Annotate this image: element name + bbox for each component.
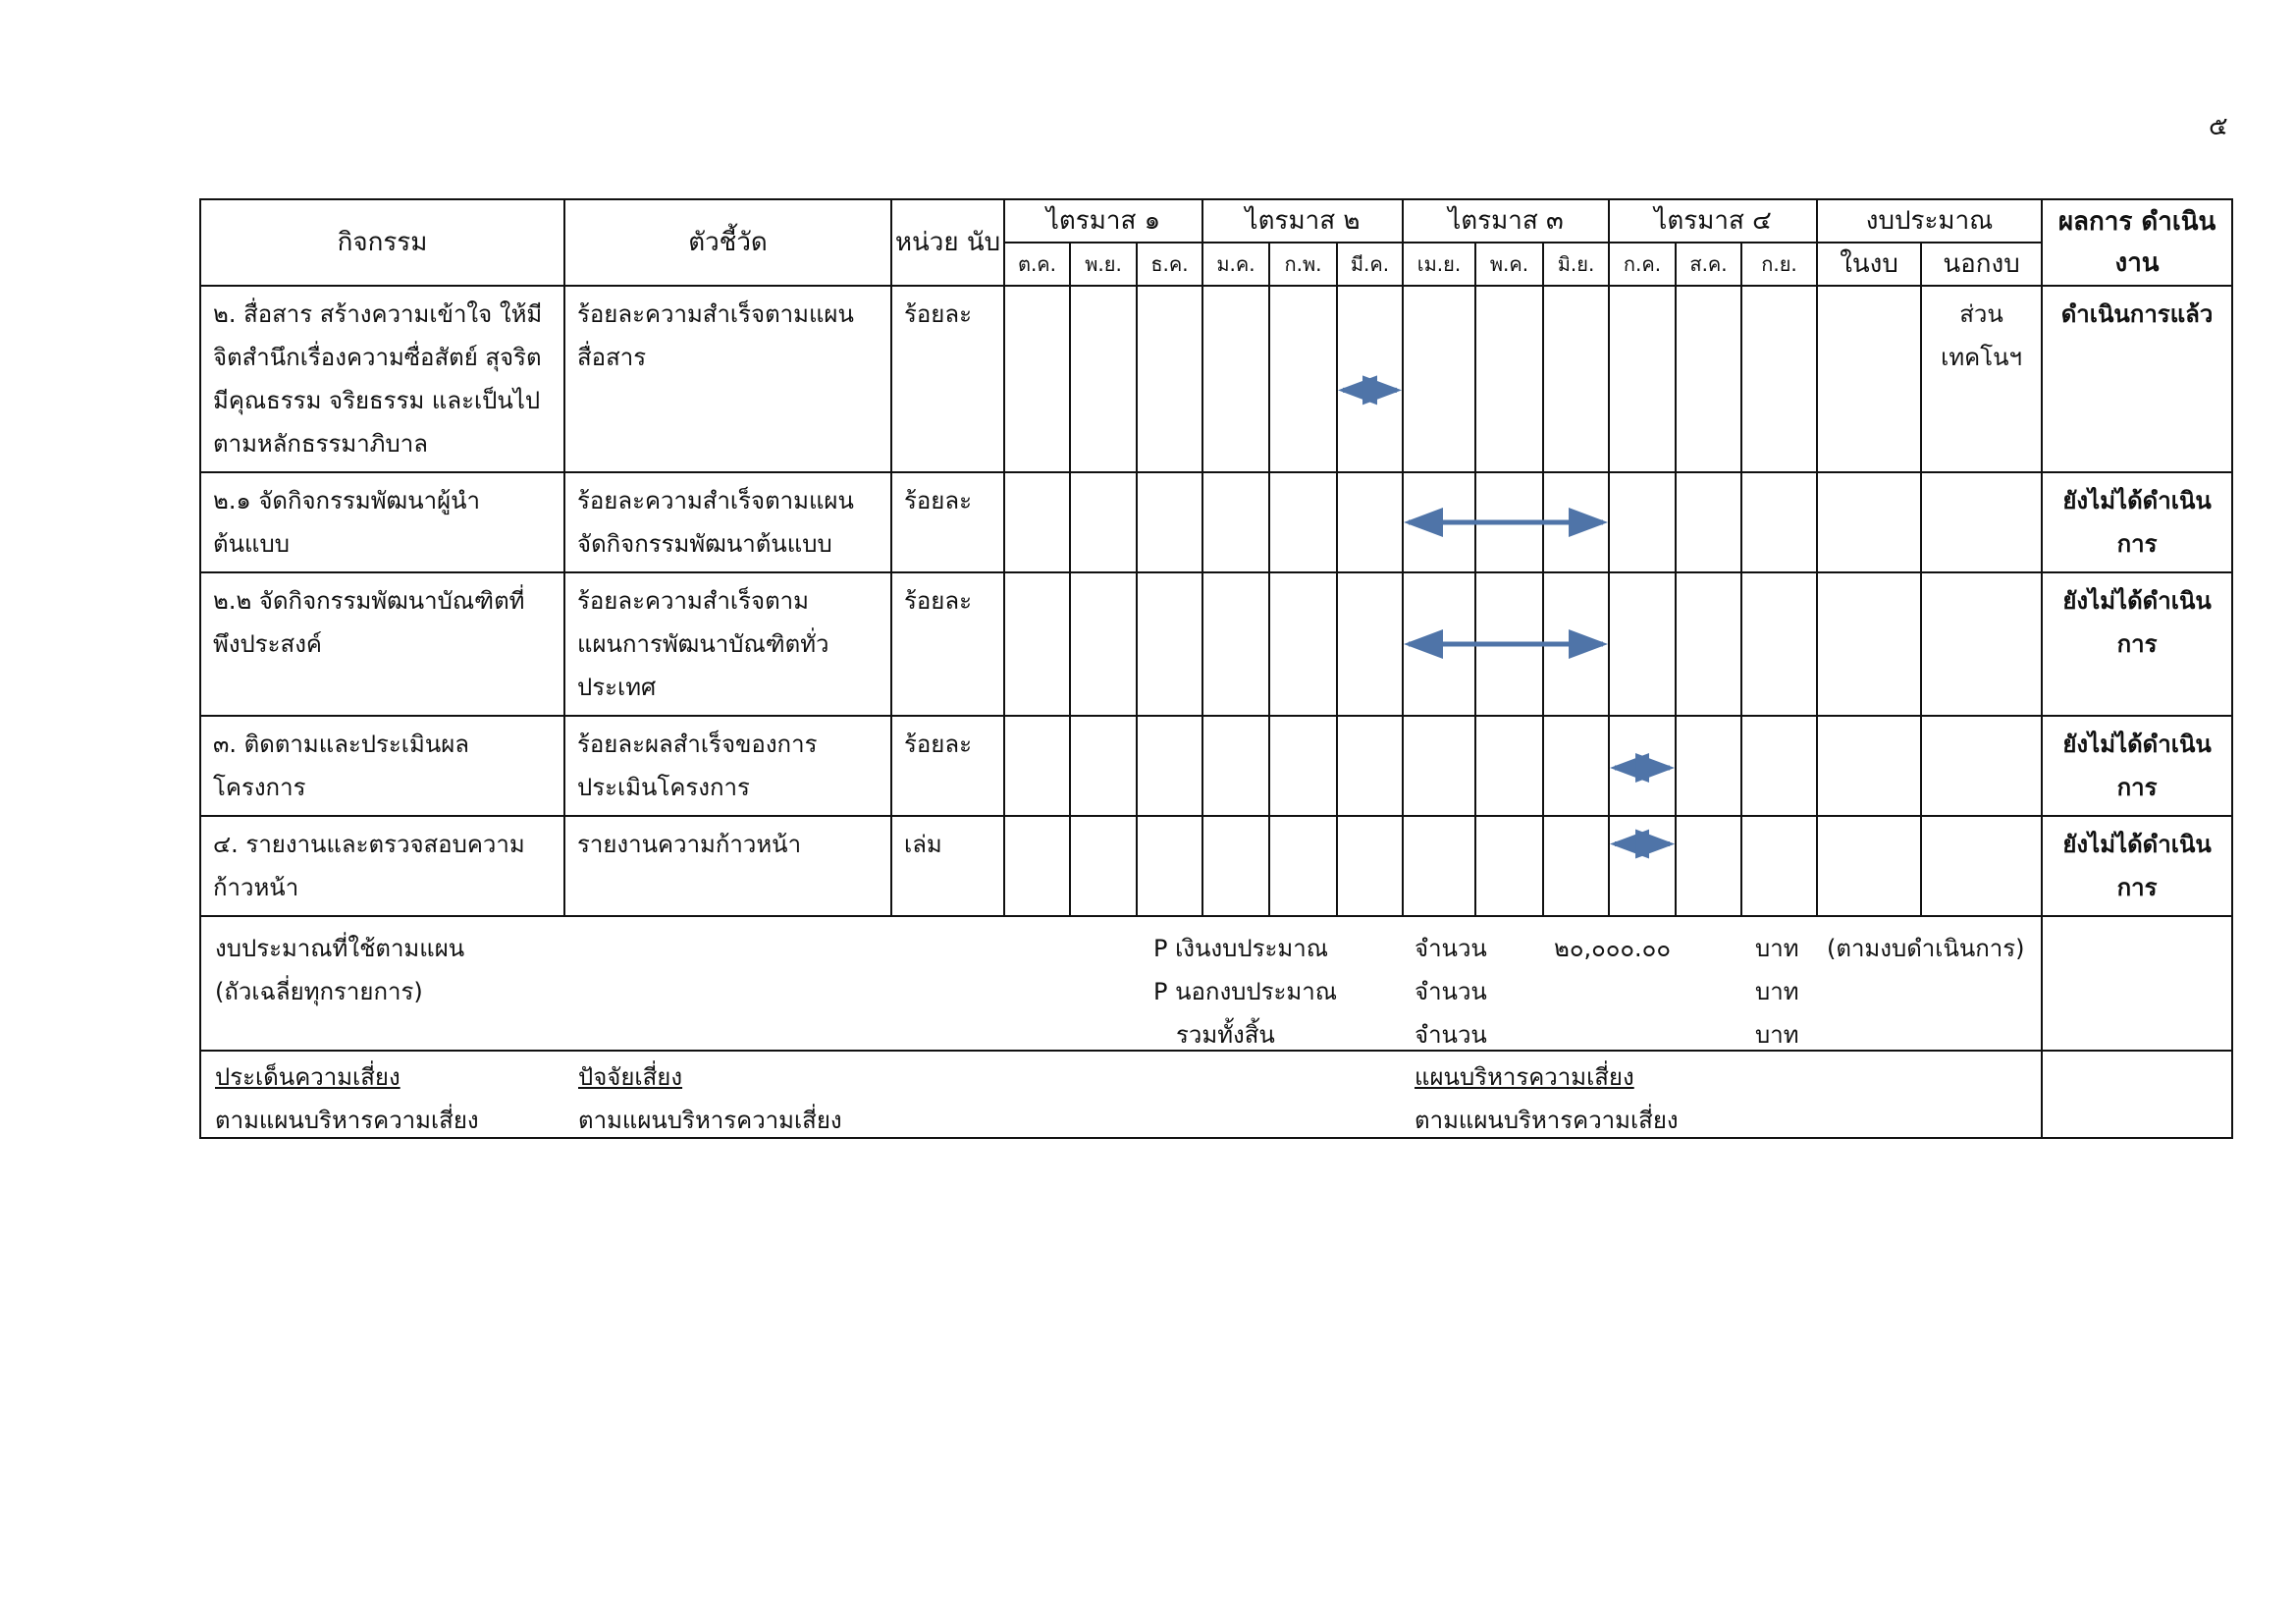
budget-in-cell-text [1818,473,1920,485]
result-cell-text: ยังไม่ได้ดำเนินการ [2062,587,2212,658]
activity-cell-text: ๒.๒ จัดกิจกรรมพัฒนาบัณฑิตที่พึงประสงค์ [213,587,525,658]
amount-label-1: จำนวน [1415,935,1487,962]
budget-in-cell [1817,716,1921,816]
unit-cell [891,286,1004,472]
risk-plan-text: ตามแผนบริหารความเสี่ยง [1415,1107,1679,1134]
activity-cell-text: ๓. ติดตามและประเมินผลโครงการ [213,731,469,801]
month-cell [1609,286,1676,472]
month-cell [1004,472,1070,572]
month-cell [1609,716,1676,816]
table-row [200,572,2232,716]
budget-in-cell [1817,286,1921,472]
risk-factor-text: ตามแผนบริหารความเสี่ยง [578,1107,842,1134]
month-apr: เม.ย. [1403,243,1475,286]
month-cell [1070,286,1137,472]
month-cell [1137,286,1202,472]
month-cell [1004,572,1070,716]
month-cell [1004,716,1070,816]
month-cell [1543,286,1609,472]
budget-out-cell [1921,572,2042,716]
indicator-cell-text: ร้อยละความสำเร็จตามแผนการพัฒนาบัณฑิตทั่วประเทศ [577,587,829,701]
month-cell [1202,472,1269,572]
activity-cell-text: ๒.๑ จัดกิจกรรมพัฒนาผู้นำต้นแบบ [213,487,481,558]
result-cell [2042,572,2232,716]
indicator-cell [564,816,891,916]
month-cell [1337,472,1403,572]
indicator-cell-text: ร้อยละความสำเร็จตามแผนจัดกิจกรรมพัฒนาต้นแบบ [577,487,854,558]
amount-value-1: ๒๐,๐๐๐.๐๐ [1554,935,1671,962]
page-number: ๕ [2209,112,2228,141]
risk-section [200,1051,2042,1138]
table-row [200,286,2232,472]
indicator-cell-text: ร้อยละความสำเร็จตามแผนสื่อสาร [577,300,854,371]
month-cell [1543,816,1609,916]
budget-in-cell-text [1818,817,1920,829]
month-dec: ธ.ค. [1137,243,1202,286]
header-quarter-3: ไตรมาส ๓ [1403,199,1609,243]
budget-type-external: P นอกงบประมาณ [1153,978,1337,1005]
month-cell [1070,716,1137,816]
month-cell [1269,286,1337,472]
month-cell [1269,472,1337,572]
month-cell [1475,572,1543,716]
table-row [200,816,2232,916]
budget-out-cell [1921,286,2042,472]
month-cell [1269,816,1337,916]
month-jul: ก.ค. [1609,243,1676,286]
risk-plan-title: แผนบริหารความเสี่ยง [1415,1063,1634,1091]
month-cell [1004,286,1070,472]
month-mar: มี.ค. [1337,243,1403,286]
header-quarter-2: ไตรมาส ๒ [1202,199,1403,243]
month-cell [1676,716,1741,816]
unit-cell-text: เล่ม [904,831,942,858]
budget-type-total: รวมทั้งสิ้น [1176,1021,1275,1049]
month-cell [1403,286,1475,472]
activity-cell-text: ๒. สื่อสาร สร้างความเข้าใจ ให้มีจิตสำนึกเรื่องความซื่อสัตย์ สุจริต มีคุณธรรม จริยธรรม และเป็นไปตามหลักธรรมาภิบาล [213,300,543,458]
indicator-cell [564,716,891,816]
risk-factor-title: ปัจจัยเสี่ยง [578,1063,683,1091]
month-cell [1269,716,1337,816]
month-cell [1741,716,1817,816]
budget-out-cell-text [1922,717,2041,729]
activity-cell [200,716,564,816]
month-cell [1337,572,1403,716]
indicator-cell [564,472,891,572]
month-cell [1137,816,1202,916]
month-sep: ก.ย. [1741,243,1817,286]
currency-3: บาท [1755,1021,1799,1049]
budget-out-cell [1921,472,2042,572]
month-cell [1004,816,1070,916]
unit-cell [891,816,1004,916]
month-cell [1070,572,1137,716]
month-cell [1543,472,1609,572]
month-cell [1202,286,1269,472]
header-budget: งบประมาณ [1817,199,2042,243]
month-cell [1403,572,1475,716]
indicator-cell [564,286,891,472]
month-cell [1403,472,1475,572]
currency-1: บาท [1755,935,1799,962]
month-aug: ส.ค. [1676,243,1741,286]
result-cell-text: ดำเนินการแล้ว [2060,300,2214,328]
indicator-cell [564,572,891,716]
budget-summary [200,916,2042,1051]
month-cell [1741,572,1817,716]
unit-cell-text: ร้อยละ [904,587,972,615]
budget-out-cell [1921,816,2042,916]
risk-issue-title: ประเด็นความเสี่ยง [215,1063,400,1091]
budget-in-cell-text [1818,717,1920,729]
unit-cell-text: ร้อยละ [904,487,972,514]
month-cell [1070,472,1137,572]
month-cell [1543,572,1609,716]
header-indicator: ตัวชี้วัด [564,199,891,286]
month-feb: ก.พ. [1269,243,1337,286]
unit-cell-text: ร้อยละ [904,731,972,758]
month-jan: ม.ค. [1202,243,1269,286]
activity-plan-table [199,198,2233,1139]
result-cell-text: ยังไม่ได้ดำเนินการ [2062,731,2212,801]
result-cell-text: ยังไม่ได้ดำเนินการ [2062,831,2212,901]
result-cell-text: ยังไม่ได้ดำเนินการ [2062,487,2212,558]
month-cell [1676,472,1741,572]
month-cell [1137,716,1202,816]
header-budget-in: ในงบ [1817,243,1921,286]
header-result: ผลการ ดำเนินงาน [2042,199,2232,286]
month-oct: ต.ค. [1004,243,1070,286]
budget-in-cell [1817,572,1921,716]
unit-cell [891,572,1004,716]
summary-result-empty [2042,916,2232,1051]
month-cell [1337,816,1403,916]
month-cell [1137,572,1202,716]
unit-cell [891,716,1004,816]
month-cell [1609,816,1676,916]
month-cell [1543,716,1609,816]
unit-cell [891,472,1004,572]
month-cell [1676,572,1741,716]
budget-out-cell [1921,716,2042,816]
header-activity: กิจกรรม [200,199,564,286]
budget-in-cell [1817,472,1921,572]
month-cell [1070,816,1137,916]
budget-out-cell-text: ส่วนเทคโนฯ [1941,300,2022,371]
month-cell [1137,472,1202,572]
result-cell [2042,716,2232,816]
month-cell [1741,472,1817,572]
budget-summary-label: งบประมาณที่ใช้ตามแผน [215,935,465,962]
currency-2: บาท [1755,978,1799,1005]
budget-type-regular: P เงินงบประมาณ [1153,935,1328,962]
risk-issue-text: ตามแผนบริหารความเสี่ยง [215,1107,479,1134]
month-cell [1741,286,1817,472]
table-row [200,716,2232,816]
month-cell [1609,572,1676,716]
budget-in-cell [1817,816,1921,916]
month-cell [1337,286,1403,472]
month-cell [1475,816,1543,916]
month-cell [1676,286,1741,472]
amount-label-3: จำนวน [1415,1021,1487,1049]
amount-label-2: จำนวน [1415,978,1487,1005]
result-cell [2042,816,2232,916]
month-cell [1475,716,1543,816]
header-budget-out: นอกงบ [1921,243,2042,286]
budget-out-cell-text [1922,573,2041,585]
header-quarter-4: ไตรมาส ๔ [1609,199,1817,243]
month-cell [1202,816,1269,916]
budget-in-cell-text [1818,573,1920,585]
month-cell [1475,286,1543,472]
budget-note: (ตามงบดำเนินการ) [1827,935,2025,962]
month-cell [1337,716,1403,816]
month-cell [1741,816,1817,916]
unit-cell-text: ร้อยละ [904,300,972,328]
activity-cell [200,816,564,916]
month-cell [1202,572,1269,716]
month-cell [1475,472,1543,572]
month-cell [1609,472,1676,572]
budget-in-cell-text [1818,287,1920,298]
month-cell [1403,716,1475,816]
indicator-cell-text: ร้อยละผลสำเร็จของการประเมินโครงการ [577,731,818,801]
month-jun: มิ.ย. [1543,243,1609,286]
budget-out-cell-text [1922,473,2041,485]
header-quarter-1: ไตรมาส ๑ [1004,199,1202,243]
month-cell [1269,572,1337,716]
indicator-cell-text: รายงานความก้าวหน้า [577,831,802,858]
result-cell [2042,472,2232,572]
activity-cell [200,472,564,572]
month-may: พ.ค. [1475,243,1543,286]
month-cell [1202,716,1269,816]
table-row [200,472,2232,572]
month-cell [1403,816,1475,916]
activity-cell [200,286,564,472]
risk-result-empty [2042,1051,2232,1138]
budget-summary-sublabel: (ถัวเฉลี่ยทุกรายการ) [215,978,423,1005]
budget-out-cell-text [1922,817,2041,829]
month-cell [1676,816,1741,916]
result-cell [2042,286,2232,472]
month-nov: พ.ย. [1070,243,1137,286]
header-unit: หน่วย นับ [891,199,1004,286]
activity-cell [200,572,564,716]
activity-cell-text: ๔. รายงานและตรวจสอบความก้าวหน้า [213,831,525,901]
